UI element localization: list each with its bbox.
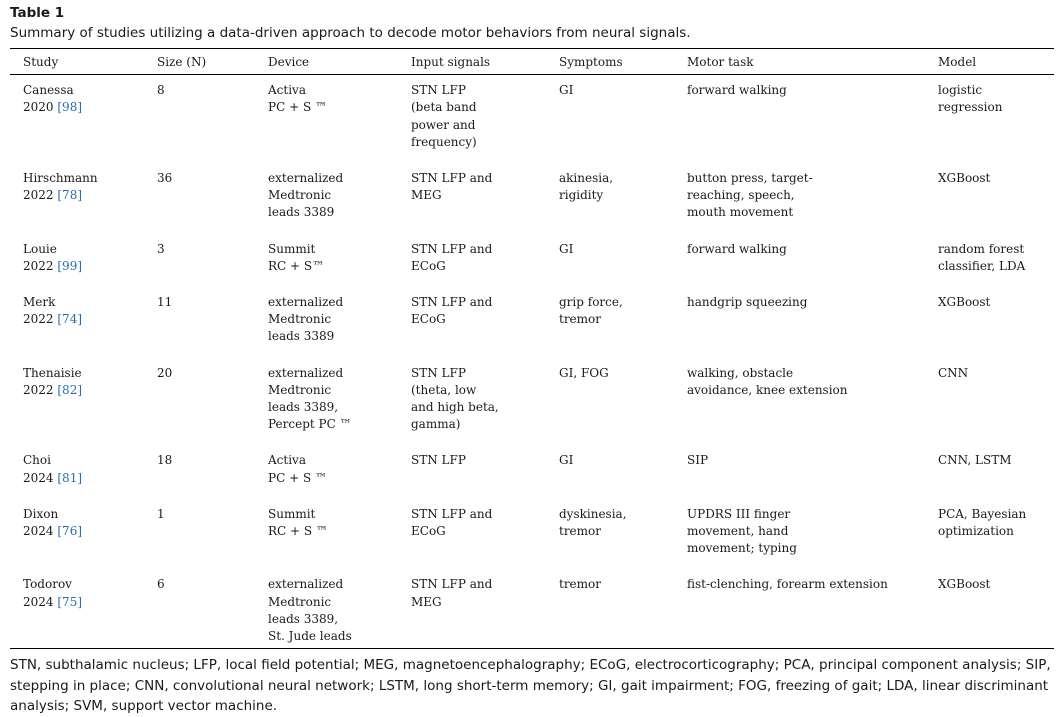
cell-model: XGBoost xyxy=(938,295,991,310)
cell-device: externalized Medtronic leads 3389, St. Jude leads xyxy=(268,577,352,644)
table-row xyxy=(10,236,1054,289)
cell-motor-task: walking, obstacle avoidance, knee extension xyxy=(687,365,848,397)
study-author: Thenaisie xyxy=(23,365,82,380)
table-footnote: STN, subthalamic nucleus; LFP, local field potential; MEG, magnetoencephalography; ECoG, electrocorticography; PCA, principal component analysis; SIP, stepping in place; CNN, convolutional neural network; LSTM, long short-term memory; GI, gait impairment; FOG, freezing of gait; LDA, linear discriminant analysis; SVM, support vector machine. xyxy=(10,657,1051,715)
cell-motor-task: handgrip squeezing xyxy=(687,295,808,310)
cell-input-signals: STN LFP and ECoG xyxy=(411,241,493,273)
cell-model: XGBoost xyxy=(938,577,991,592)
header-motor-task: Motor task xyxy=(687,55,754,69)
cell-symptoms: GI, FOG xyxy=(559,365,609,380)
header-model: Model xyxy=(938,55,977,69)
cell-study xyxy=(10,75,144,165)
study-author: Hirschmann xyxy=(23,171,98,186)
cell-model: CNN, LSTM xyxy=(938,453,1012,468)
cell-motor-task: forward walking xyxy=(687,241,787,256)
cell-symptoms: grip force, tremor xyxy=(559,295,623,327)
cell-input-signals: STN LFP and MEG xyxy=(411,171,493,203)
cell-motor-task: forward walking xyxy=(687,83,787,98)
reference-link[interactable]: [99] xyxy=(57,258,83,273)
cell-symptoms: GI xyxy=(559,453,574,468)
cell-size: 20 xyxy=(157,365,173,380)
study-year: 2024 xyxy=(23,594,54,609)
study-author: Merk xyxy=(23,295,56,310)
reference-link[interactable]: [75] xyxy=(57,594,83,609)
table-figure xyxy=(10,4,1054,717)
cell-size: 1 xyxy=(157,506,165,521)
cell-device: externalized Medtronic leads 3389 xyxy=(268,295,344,344)
study-year: 2024 xyxy=(23,524,54,539)
cell-model: random forest classifier, LDA xyxy=(938,241,1026,273)
study-year: 2024 xyxy=(23,470,54,485)
cell-symptoms: GI xyxy=(559,241,574,256)
table-row xyxy=(10,75,1054,165)
cell-symptoms: tremor xyxy=(559,577,601,592)
study-year: 2022 xyxy=(23,382,54,397)
table-row xyxy=(10,165,1054,236)
cell-motor-task: SIP xyxy=(687,453,709,468)
header-input-signals: Input signals xyxy=(411,55,491,69)
table-row xyxy=(10,360,1054,448)
cell-device: Activa PC + S ™ xyxy=(268,453,327,485)
study-author: Choi xyxy=(23,453,51,468)
table-row xyxy=(10,501,1054,572)
cell-study xyxy=(10,571,144,648)
cell-study xyxy=(10,360,144,448)
cell-symptoms: GI xyxy=(559,83,574,98)
study-year: 2020 xyxy=(23,100,54,115)
cell-study xyxy=(10,236,144,289)
study-year: 2022 xyxy=(23,312,54,327)
cell-input-signals: STN LFP (theta, low and high beta, gamma) xyxy=(411,365,499,432)
reference-link[interactable]: [82] xyxy=(57,382,83,397)
header-device: Device xyxy=(268,55,310,69)
study-author: Louie xyxy=(23,241,57,256)
cell-model: XGBoost xyxy=(938,171,991,186)
cell-model: CNN xyxy=(938,365,969,380)
cell-study xyxy=(10,447,144,500)
studies-table xyxy=(10,48,1054,649)
table-caption: Summary of studies utilizing a data-driven approach to decode motor behaviors from neural signals. xyxy=(10,25,691,41)
cell-input-signals: STN LFP xyxy=(411,453,466,468)
study-author: Canessa xyxy=(23,83,74,98)
cell-size: 18 xyxy=(157,453,173,468)
cell-motor-task: button press, target- reaching, speech, mouth movement xyxy=(687,171,813,220)
cell-motor-task: fist-clenching, forearm extension xyxy=(687,577,888,592)
cell-device: Summit RC + S ™ xyxy=(268,506,328,539)
reference-link[interactable]: [81] xyxy=(57,470,83,485)
study-year: 2022 xyxy=(23,188,54,203)
table-row xyxy=(10,289,1054,360)
header-study: Study xyxy=(23,55,59,69)
cell-size: 36 xyxy=(157,171,173,186)
table-row xyxy=(10,571,1054,648)
header-size: Size (N) xyxy=(157,55,207,69)
cell-symptoms: dyskinesia, tremor xyxy=(559,506,627,539)
cell-size: 11 xyxy=(157,295,173,310)
table-row xyxy=(10,447,1054,500)
cell-input-signals: STN LFP and ECoG xyxy=(411,506,493,539)
header-symptoms: Symptoms xyxy=(559,55,623,69)
table-label: Table 1 xyxy=(10,5,65,21)
study-year: 2022 xyxy=(23,258,54,273)
cell-device: Summit RC + S™ xyxy=(268,241,325,273)
cell-study xyxy=(10,165,144,236)
cell-size: 6 xyxy=(157,577,165,592)
cell-device: externalized Medtronic leads 3389 xyxy=(268,171,344,220)
cell-size: 8 xyxy=(157,83,165,98)
cell-study xyxy=(10,501,144,572)
header-row xyxy=(10,49,1054,75)
reference-link[interactable]: [98] xyxy=(57,100,83,115)
reference-link[interactable]: [78] xyxy=(57,188,83,203)
study-author: Dixon xyxy=(23,506,59,521)
cell-study xyxy=(10,289,144,360)
cell-symptoms: akinesia, rigidity xyxy=(559,171,614,203)
study-author: Todorov xyxy=(23,577,72,592)
cell-model: logistic regression xyxy=(938,83,1003,115)
cell-motor-task: UPDRS III finger movement, hand movement; typing xyxy=(687,506,797,556)
cell-input-signals: STN LFP (beta band power and frequency) xyxy=(411,83,477,149)
cell-model: PCA, Bayesian optimization xyxy=(938,506,1027,539)
cell-device: Activa PC + S ™ xyxy=(268,83,327,115)
cell-input-signals: STN LFP and ECoG xyxy=(411,295,493,327)
reference-link[interactable]: [76] xyxy=(57,524,83,539)
reference-link[interactable]: [74] xyxy=(57,312,83,327)
cell-size: 3 xyxy=(157,241,165,256)
cell-input-signals: STN LFP and MEG xyxy=(411,577,493,609)
cell-device: externalized Medtronic leads 3389, Percept PC ™ xyxy=(268,365,352,432)
